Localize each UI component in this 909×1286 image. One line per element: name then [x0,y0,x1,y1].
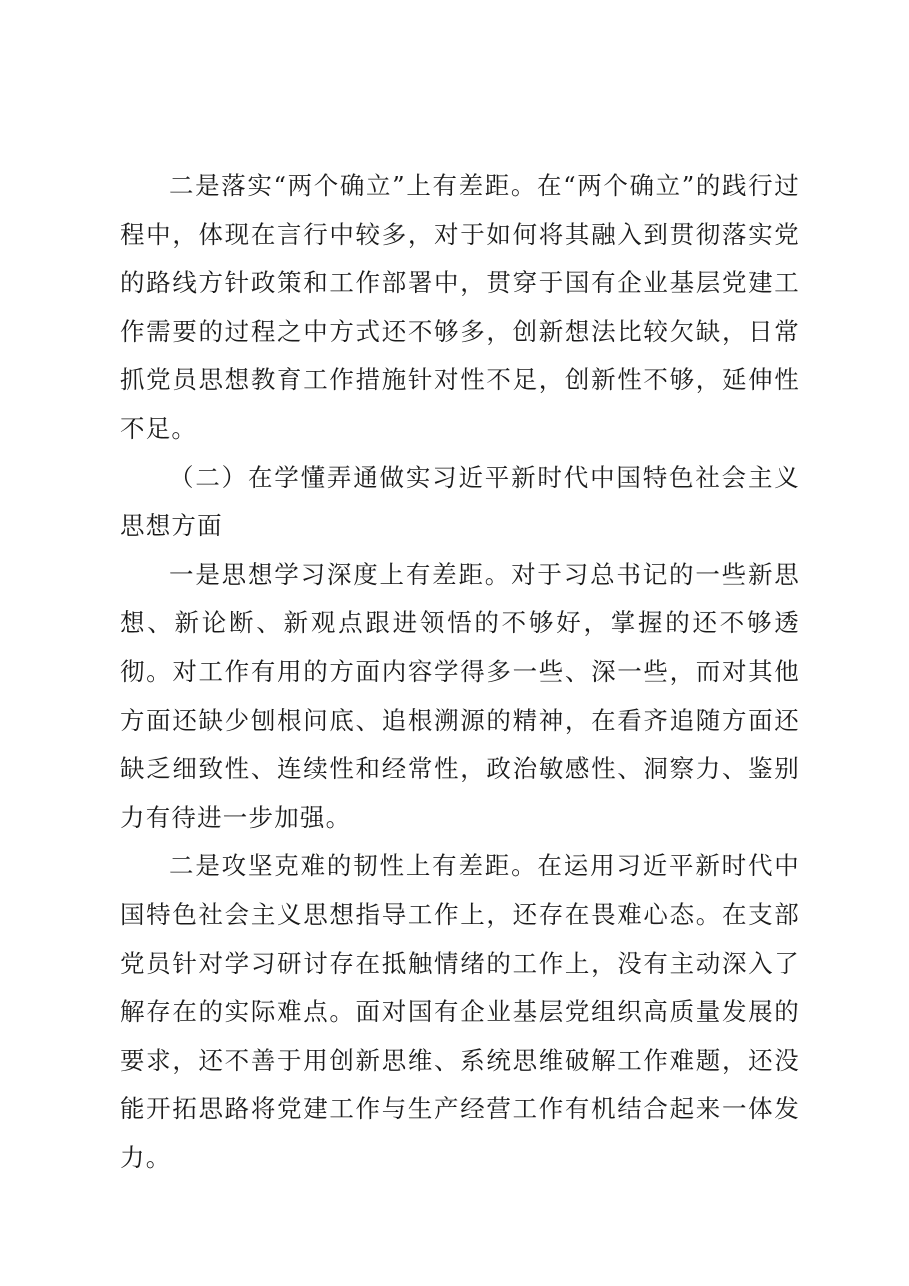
paragraph-establishment-gap: 二是落实“两个确立”上有差距。在“两个确立”的践行过程中，体现在言行中较多，对于如何将其融入到贯彻落实党的路线方针政策和工作部署中，贯穿于国有企业基层党建工作需要的过程之中方式还不够多，创新想法比较欠缺，日常抓党员思想教育工作措施针对性不足，创新性不够，延伸性不足。 [120,171,800,443]
paragraph-resilience-gap: 二是攻坚克难的韧性上有差距。在运用习近平新时代中国特色社会主义思想指导工作上，还存在畏难心态。在支部党员针对学习研讨存在抵触情绪的工作上，没有主动深入了解存在的实际难点。面对国有企业基层党组织高质量发展的要求，还不善于用创新思维、系统思维破解工作难题，还没能开拓思路将党建工作与生产经营工作有机结合起来一体发力。 [120,851,800,1172]
section-heading-2: （二）在学懂弄通做实习近平新时代中国特色社会主义思想方面 [120,462,800,541]
paragraph-study-depth-gap: 一是思想学习深度上有差距。对于习总书记的一些新思想、新论断、新观点跟进领悟的不够好，掌握的还不够透彻。对工作有用的方面内容学得多一些、深一些，而对其他方面还缺少刨根问底、追根溯源的精神，在看齐追随方面还缺乏细致性、连续性和经常性，政治敏感性、洞察力、鉴别力有待进一步加强。 [120,559,800,832]
document-body [120,162,800,1182]
